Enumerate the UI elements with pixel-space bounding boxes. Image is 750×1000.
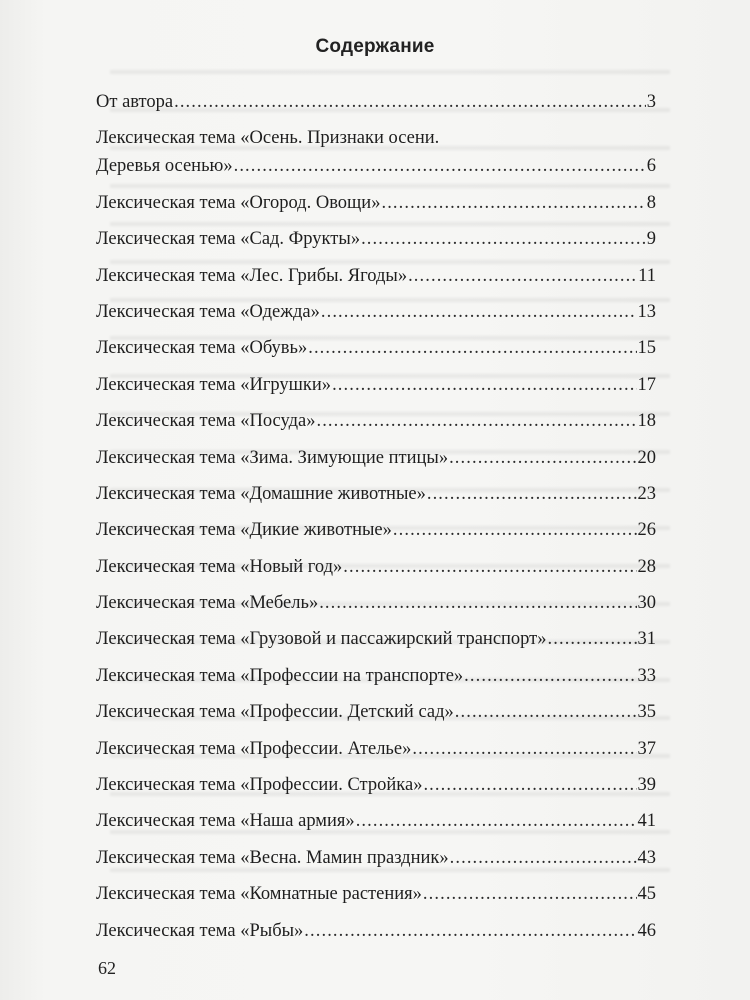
toc-entry-page: 35 bbox=[637, 702, 656, 723]
toc-entry-label: Лексическая тема «Посуда» bbox=[96, 411, 316, 432]
leader-dots bbox=[356, 809, 637, 833]
toc-entry-label: Лексическая тема «Мебель» bbox=[96, 593, 319, 614]
toc-entry-page: 23 bbox=[637, 483, 656, 504]
toc-entry-label-line1: Лексическая тема «Осень. Признаки осени. bbox=[96, 128, 440, 149]
toc-entry[interactable] bbox=[96, 264, 656, 300]
page-number: 62 bbox=[98, 958, 116, 978]
toc-entry[interactable] bbox=[96, 300, 656, 336]
toc-entry-page: 11 bbox=[638, 265, 656, 286]
toc-entry-label: От автора bbox=[96, 92, 174, 112]
toc-entry-page: 39 bbox=[637, 775, 656, 796]
toc-entry-label: Лексическая тема «Профессии. Детский сад» bbox=[96, 702, 454, 723]
toc-entry-label: Лексическая тема «Рыбы» bbox=[96, 920, 304, 941]
toc-entry-page: 20 bbox=[637, 447, 656, 468]
toc-entry[interactable] bbox=[96, 773, 656, 809]
toc-entry[interactable] bbox=[96, 90, 656, 126]
leader-dots bbox=[319, 591, 636, 615]
leader-dots bbox=[332, 373, 636, 397]
toc-entry-page: 9 bbox=[646, 229, 656, 250]
toc-entry-label: Лексическая тема «Зима. Зимующие птицы» bbox=[96, 447, 449, 468]
toc-entry-page: 13 bbox=[637, 301, 656, 322]
toc-entry[interactable] bbox=[96, 409, 656, 445]
toc-entry-page: 45 bbox=[637, 884, 656, 905]
table-of-contents bbox=[96, 90, 656, 955]
toc-entry-page: 31 bbox=[637, 629, 656, 650]
toc-entry-label: Лексическая тема «Наша армия» bbox=[96, 811, 355, 832]
toc-entry[interactable] bbox=[96, 846, 656, 882]
toc-entry-page: 43 bbox=[637, 847, 656, 868]
toc-entry[interactable] bbox=[96, 482, 656, 518]
toc-entry[interactable] bbox=[96, 809, 656, 845]
toc-entry-label: Лексическая тема «Профессии на транспорте» bbox=[96, 665, 464, 686]
toc-entry-page: 30 bbox=[637, 593, 656, 614]
leader-dots bbox=[343, 555, 636, 579]
toc-entry-label: Лексическая тема «Игрушки» bbox=[96, 374, 332, 395]
leader-dots bbox=[548, 627, 637, 651]
toc-entry-label: Лексическая тема «Обувь» bbox=[96, 338, 308, 359]
leader-dots bbox=[455, 700, 637, 724]
page-title: Содержание bbox=[315, 36, 435, 57]
toc-entry[interactable] bbox=[96, 919, 656, 955]
leader-dots bbox=[427, 482, 637, 506]
toc-entry-label: Лексическая тема «Новый год» bbox=[96, 556, 343, 577]
leader-dots bbox=[464, 664, 636, 688]
toc-entry[interactable] bbox=[96, 373, 656, 409]
toc-entry-label: Лексическая тема «Лес. Грибы. Ягоды» bbox=[96, 265, 408, 286]
leader-dots bbox=[393, 518, 637, 542]
leader-dots bbox=[321, 300, 637, 324]
leader-dots bbox=[412, 737, 636, 761]
toc-entry[interactable] bbox=[96, 700, 656, 736]
toc-entry[interactable] bbox=[96, 882, 656, 918]
toc-entry-page: 15 bbox=[637, 338, 656, 359]
toc-entry[interactable] bbox=[96, 446, 656, 482]
toc-entry[interactable] bbox=[96, 227, 656, 263]
leader-dots bbox=[423, 882, 637, 906]
leader-dots bbox=[308, 336, 636, 360]
leader-dots bbox=[316, 409, 636, 433]
toc-entry-page: 41 bbox=[637, 811, 656, 832]
toc-entry-page: 46 bbox=[637, 920, 656, 941]
toc-entry-label: Лексическая тема «Весна. Мамин праздник» bbox=[96, 847, 449, 868]
leader-dots bbox=[361, 227, 646, 251]
leader-dots bbox=[450, 846, 637, 870]
toc-entry-page: 18 bbox=[637, 411, 656, 432]
leader-dots bbox=[304, 919, 636, 943]
toc-entry[interactable] bbox=[96, 591, 656, 627]
toc-entry[interactable] bbox=[96, 737, 656, 773]
toc-entry-page: 17 bbox=[637, 374, 656, 395]
toc-entry[interactable] bbox=[96, 191, 656, 227]
toc-entry-page: 37 bbox=[637, 738, 656, 759]
toc-entry[interactable] bbox=[96, 126, 656, 190]
toc-entry-label: Лексическая тема «Домашние животные» bbox=[96, 483, 426, 504]
leader-dots bbox=[234, 154, 646, 178]
toc-entry-label: Лексическая тема «Огород. Овощи» bbox=[96, 192, 381, 213]
leader-dots bbox=[381, 191, 645, 215]
toc-entry[interactable] bbox=[96, 336, 656, 372]
toc-entry-page: 3 bbox=[646, 92, 656, 112]
toc-entry-label-line2: Деревья осенью» bbox=[96, 156, 233, 177]
toc-entry-label: Лексическая тема «Дикие животные» bbox=[96, 520, 392, 541]
leader-dots bbox=[408, 264, 637, 288]
toc-entry[interactable] bbox=[96, 555, 656, 591]
toc-entry-label: Лексическая тема «Грузовой и пассажирский транспорт» bbox=[96, 629, 547, 650]
toc-entry[interactable] bbox=[96, 518, 656, 554]
toc-entry[interactable] bbox=[96, 627, 656, 663]
toc-entry-label: Лексическая тема «Одежда» bbox=[96, 301, 320, 322]
toc-entry-page: 26 bbox=[637, 520, 656, 541]
toc-entry-label: Лексическая тема «Профессии. Стройка» bbox=[96, 775, 423, 796]
toc-entry-page: 8 bbox=[646, 192, 656, 213]
toc-entry-page: 33 bbox=[637, 665, 656, 686]
toc-entry-label: Лексическая тема «Профессии. Ателье» bbox=[96, 738, 412, 759]
leader-dots bbox=[449, 446, 636, 470]
toc-entry-page: 28 bbox=[637, 556, 656, 577]
toc-entry-page: 6 bbox=[646, 156, 656, 177]
toc-entry-label: Лексическая тема «Комнатные растения» bbox=[96, 884, 422, 905]
leader-dots bbox=[423, 773, 636, 797]
leader-dots bbox=[174, 90, 646, 114]
toc-entry[interactable] bbox=[96, 664, 656, 700]
toc-entry-label: Лексическая тема «Сад. Фрукты» bbox=[96, 229, 361, 250]
